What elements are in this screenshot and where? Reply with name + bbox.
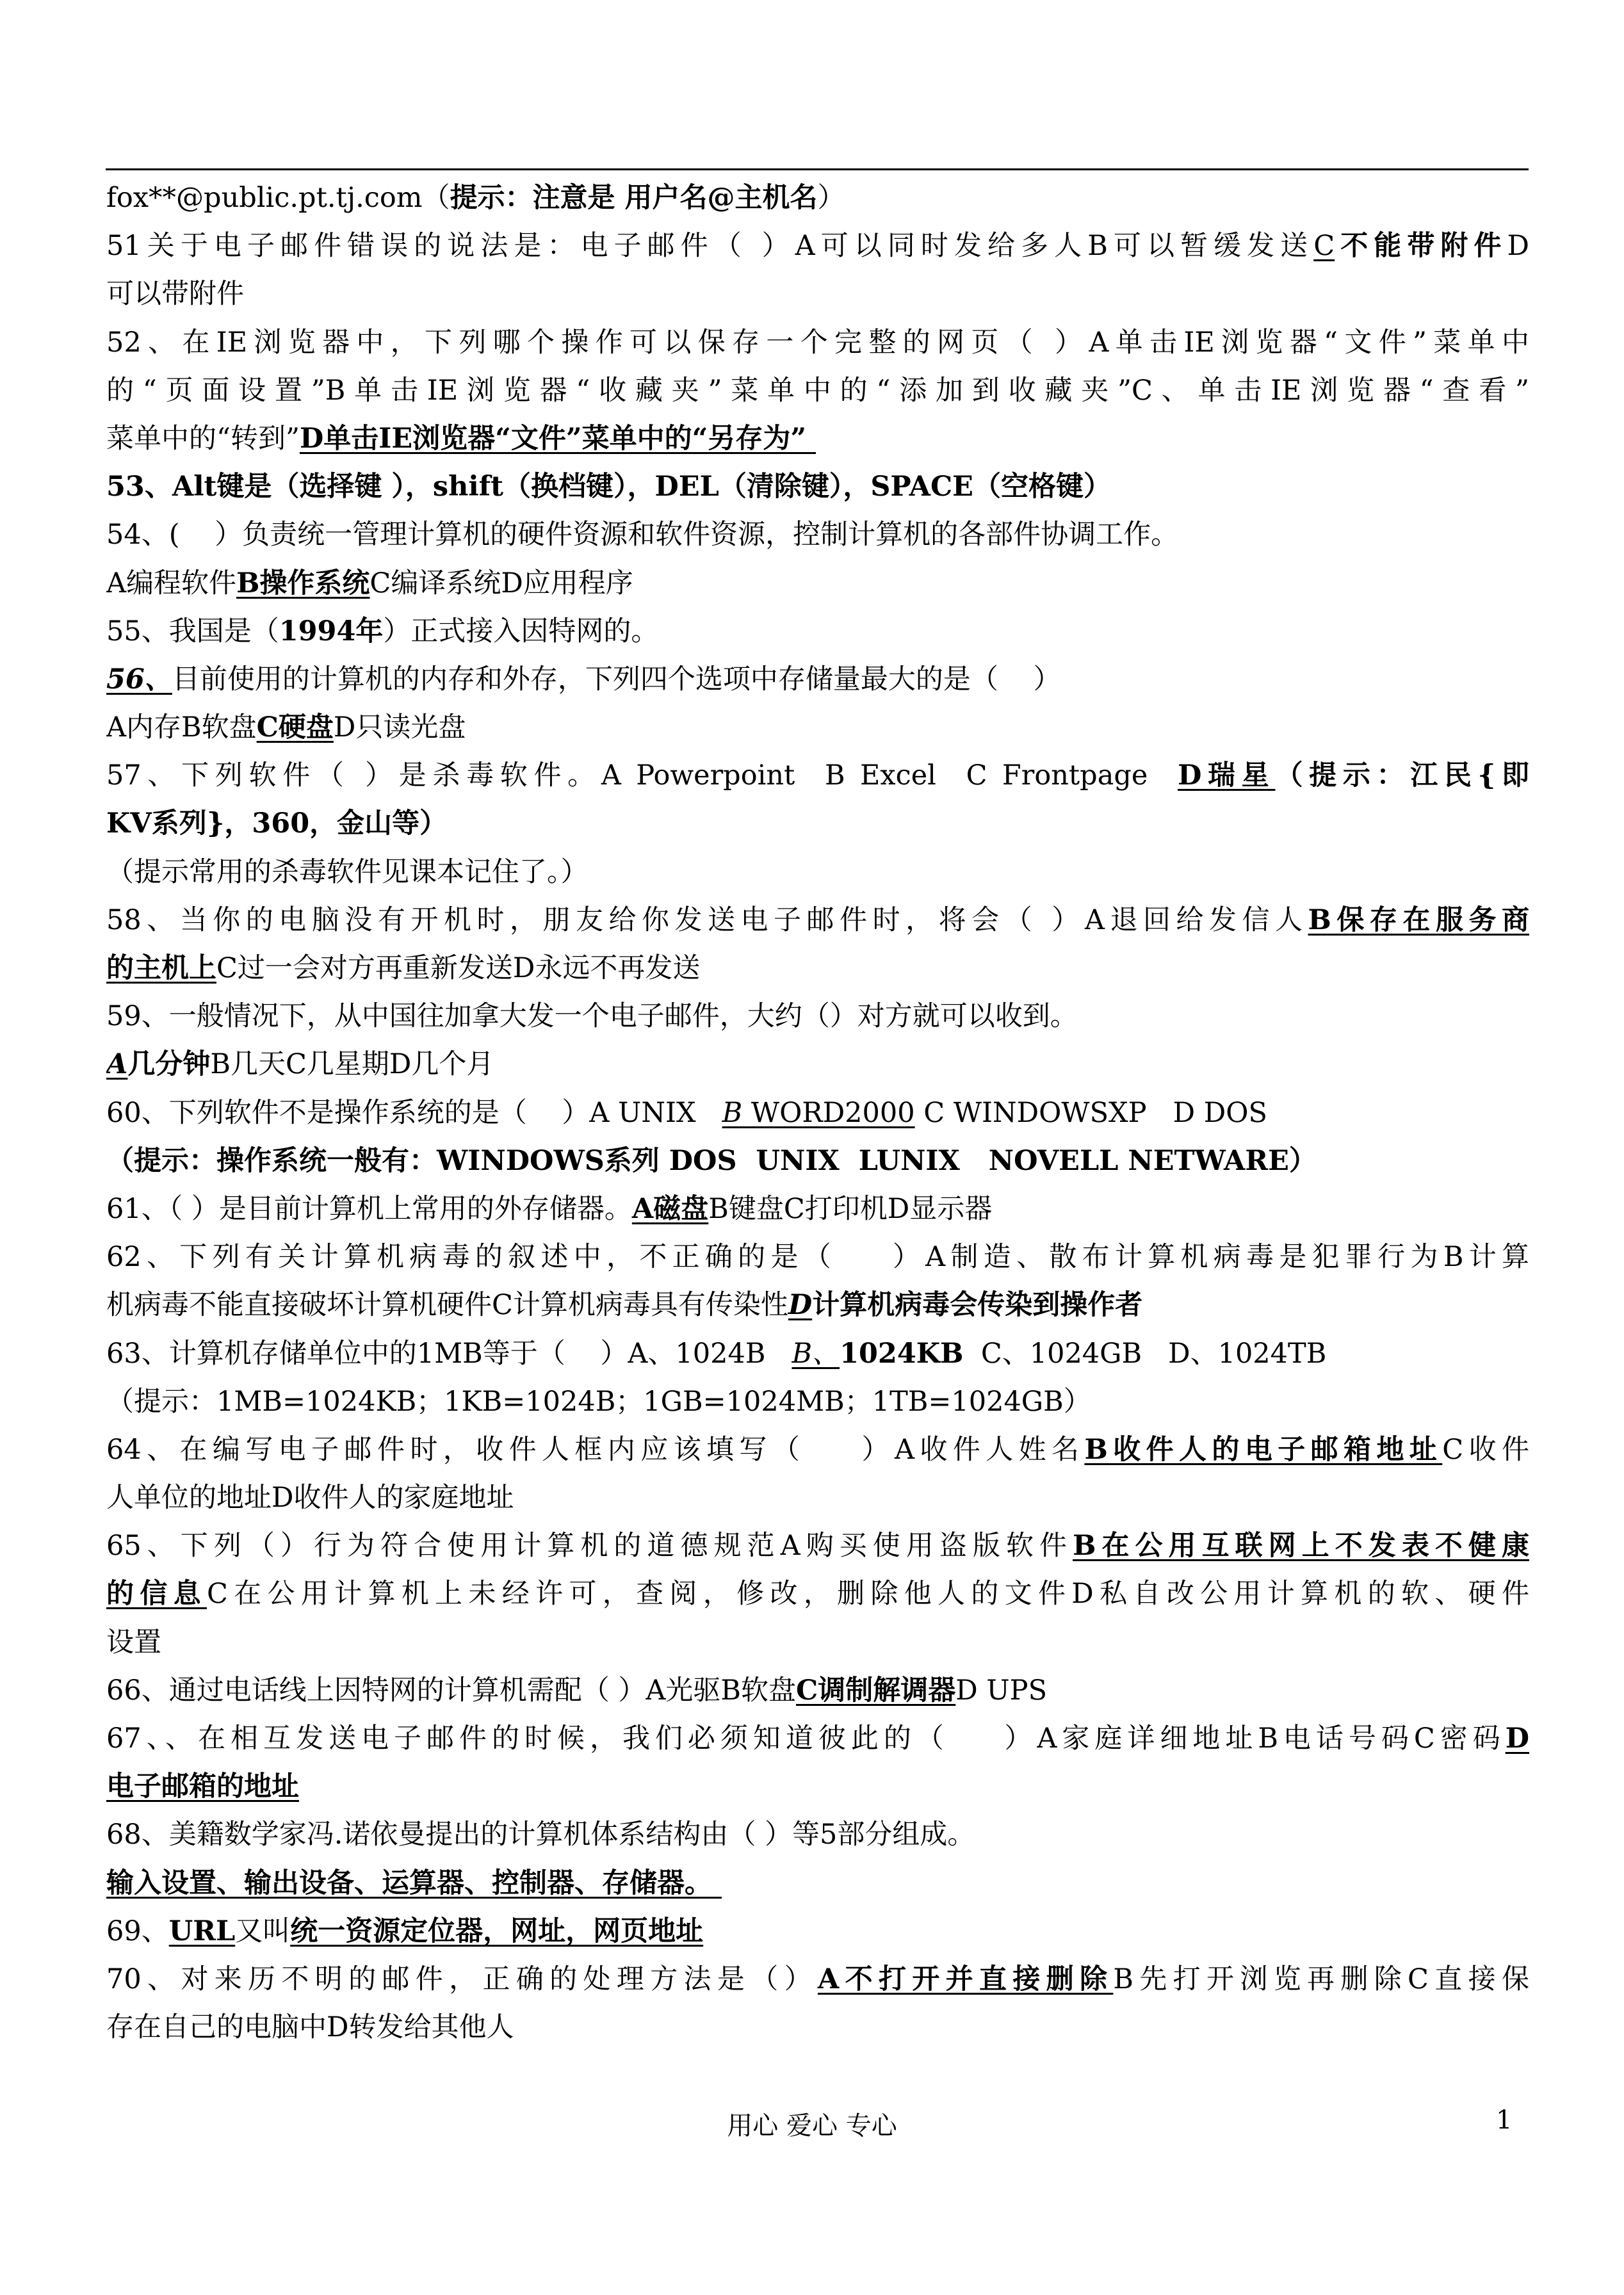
text-line (106, 704, 1529, 752)
text-run: C、1024GB D、1024TB (963, 1337, 1327, 1370)
text-run: C收件 (1442, 1433, 1529, 1466)
text-line (106, 1185, 1529, 1233)
answer-text: 几分钟 (127, 1048, 211, 1081)
text-run: 64、在编写电子邮件时，收件人框内应该填写（ ）A收件人姓名 (106, 1433, 1085, 1466)
text-line (106, 1763, 1529, 1811)
answer-text: （提示：江民{即 (1275, 759, 1529, 792)
text-line (106, 1908, 1529, 1956)
text-line (106, 1667, 1529, 1715)
answer-text: B操作系统 (236, 567, 370, 599)
text-run: B、 (792, 1337, 840, 1370)
answer-text: 56、 (106, 663, 172, 695)
answer-text: 统一资源定位器，网址，网页地址 (290, 1915, 704, 1947)
text-line (106, 1860, 1529, 1908)
text-run: C WINDOWSXP D DOS (914, 1096, 1267, 1129)
text-run: 目前使用的计算机的内存和外存，下列四个选项中存储量最大的是（ ） (172, 663, 1061, 695)
answer-text: A磁盘 (631, 1192, 709, 1225)
text-line (106, 1378, 1529, 1426)
text-run: B键盘C打印机D显示器 (708, 1192, 993, 1225)
text-line (106, 1233, 1529, 1281)
text-run: C (1313, 230, 1335, 263)
answer-text: 计算机病毒会传染到操作者 (812, 1289, 1143, 1322)
document-body (106, 174, 1529, 2052)
answer-text: D单击IE浏览器“文件”菜单中的“另存为” (299, 422, 816, 455)
text-line (106, 560, 1529, 608)
text-run: C编译系统D应用程序 (369, 567, 633, 599)
answer-text: 的主机上 (106, 952, 216, 984)
answer-text: C硬盘 (256, 711, 334, 744)
text-run: 66、通过电话线上因特网的计算机需配（ ）A光驱B软盘 (106, 1674, 797, 1707)
text-run: D只读光盘 (333, 711, 466, 744)
text-run: 又叫 (235, 1915, 291, 1947)
text-line (106, 2004, 1529, 2052)
answer-text: 输入设置、输出设备、运算器、控制器、存储器。 (106, 1867, 722, 1899)
text-run: A内存B软盘 (106, 711, 257, 744)
text-run: 51关于电子邮件错误的说法是：电子邮件（ ）A可以同时发给多人B可以暂缓发送 (106, 230, 1314, 263)
text-run: A编程软件 (106, 567, 237, 599)
text-line (106, 752, 1529, 800)
text-run: 62、下列有关计算机病毒的叙述中，不正确的是（ ）A制造、散布计算机病毒是犯罪行为B计算 (106, 1241, 1529, 1274)
text-run: （提示：1MB=1024KB；1KB=1024B；1GB=1024MB；1TB=1024GB） (106, 1385, 1091, 1418)
text-run: 57、下列软件（ ）是杀毒软件。A Powerpoint B Excel C Frontpage (106, 759, 1178, 792)
text-run: 存在自己的电脑中D转发给其他人 (106, 2011, 514, 2044)
text-run: D UPS (955, 1674, 1048, 1707)
text-run: B几天C几星期D几个月 (210, 1048, 494, 1081)
text-line (106, 800, 1529, 848)
text-run: 人单位的地址D收件人的家庭地址 (106, 1482, 514, 1514)
text-run: ） (817, 182, 845, 214)
text-run: 63、计算机存储单位中的1MB等于（ ）A、1024B (106, 1337, 792, 1370)
text-line (106, 1089, 1529, 1137)
text-line (106, 1522, 1529, 1570)
text-run: fox**@public.pt.tj.com（ (106, 182, 450, 214)
text-line (106, 656, 1529, 704)
text-line (106, 1426, 1529, 1474)
text-run: WORD2000 (742, 1096, 915, 1129)
text-line (106, 319, 1529, 367)
text-run: 55、我国是（ (106, 615, 279, 647)
text-line (106, 1281, 1529, 1329)
text-run: B先打开浏览再删除C直接保 (1113, 1963, 1529, 1995)
text-line (106, 270, 1529, 318)
answer-text: A (106, 1048, 128, 1081)
text-run: 可以带附件 (106, 278, 244, 311)
text-line (106, 993, 1529, 1041)
text-line (106, 896, 1529, 945)
answer-text: 电子邮箱的地址 (106, 1771, 299, 1803)
text-run: 54、( ）负责统一管理计算机的硬件资源和软件资源，控制计算机的各部件协调工作。 (106, 519, 1179, 551)
text-run: 58、当你的电脑没有开机时，朋友给你发送电子邮件时，将会（ ）A退回给发信人 (106, 904, 1308, 936)
text-run: 61、（ ）是目前计算机上常用的外存储器。 (106, 1192, 632, 1225)
answer-text: （提示：操作系统一般有：WINDOWS系列 DOS UNIX LUNIX NOVELL NETWARE） (106, 1144, 1317, 1177)
text-run: 设置 (106, 1626, 161, 1658)
text-line (106, 1330, 1529, 1378)
text-line (106, 415, 1529, 463)
answer-text: B在公用互联网上不发表不健康 (1073, 1530, 1529, 1562)
text-run: 69、 (106, 1915, 169, 1947)
text-run: 52、在IE浏览器中，下列哪个操作可以保存一个完整的网页（ ）A单击IE浏览器“文件”菜单中 (106, 326, 1529, 359)
text-run: D (1507, 230, 1529, 263)
text-run: C在公用计算机上未经许可，查阅，修改，删除他人的文件D私自改公用计算机的软、硬件 (206, 1578, 1529, 1610)
text-line (106, 1956, 1529, 2004)
text-line (106, 1715, 1529, 1763)
text-line (106, 222, 1529, 270)
answer-text: B保存在服务商 (1308, 904, 1529, 936)
answer-text: URL (168, 1915, 236, 1947)
text-line (106, 1041, 1529, 1089)
page-number: 1 (1496, 2105, 1513, 2135)
answer-text: 的信息 (106, 1578, 207, 1610)
text-run: C过一会对方再重新发送D永远不再发送 (216, 952, 701, 984)
text-line (106, 174, 1529, 222)
text-line (106, 463, 1529, 511)
answer-text: D (788, 1289, 813, 1322)
answer-text: KV系列}，360，金山等） (106, 807, 448, 840)
answer-text: A不打开并直接删除 (817, 1963, 1114, 1995)
text-line (106, 1619, 1529, 1667)
text-run: 菜单中的“转到” (106, 422, 300, 455)
header-rule (106, 168, 1529, 170)
text-line (106, 608, 1529, 656)
text-run: 的“页面设置”B单击IE浏览器“收藏夹”菜单中的“添加到收藏夹”C、单击IE浏览器“查看” (106, 374, 1529, 407)
text-line (106, 848, 1529, 896)
answer-text: D (1505, 1723, 1529, 1755)
text-run: 67、、在相互发送电子邮件的时候，我们必须知道彼此的（ ）A家庭详细地址B电话号码C密码 (106, 1723, 1506, 1755)
text-run: 59、一般情况下，从中国往加拿大发一个电子邮件，大约（）对方就可以收到。 (106, 1000, 1078, 1033)
text-run: B (722, 1096, 743, 1129)
text-run: 60、下列软件不是操作系统的是（ ）A UNIX (106, 1096, 722, 1129)
answer-text: C调制解调器 (796, 1674, 956, 1707)
text-run: （提示常用的杀毒软件见课本记住了。） (106, 856, 589, 888)
answer-text: 1994年 (279, 615, 384, 647)
answer-text: 1024KB (840, 1337, 964, 1370)
text-line (106, 367, 1529, 415)
text-line (106, 1474, 1529, 1522)
text-run: 机病毒不能直接破坏计算机硬件C计算机病毒具有传染性 (106, 1289, 788, 1322)
footer-motto: 用心 爱心 专心 (727, 2111, 897, 2141)
answer-text: B收件人的电子邮箱地址 (1084, 1433, 1443, 1466)
text-run: ）正式接入因特网的。 (383, 615, 659, 647)
answer-text: 不能带附件 (1335, 230, 1507, 263)
text-line (106, 511, 1529, 559)
text-line (106, 945, 1529, 993)
text-line (106, 1137, 1529, 1185)
answer-text: 53、Alt键是（选择键 ），shift（换档键），DEL（清除键），SPACE（空格键） (106, 471, 1111, 503)
text-run: 65、下列（）行为符合使用计算机的道德规范A购买使用盗版软件 (106, 1530, 1073, 1562)
answer-text: 提示：注意是 用户名@主机名 (450, 182, 818, 214)
text-line (106, 1811, 1529, 1859)
answer-text: D瑞星 (1178, 759, 1276, 792)
text-line (106, 1570, 1529, 1618)
text-run: 68、美籍数学家冯.诺依曼提出的计算机体系结构由（ ）等5部分组成。 (106, 1819, 975, 1851)
text-run: 70、对来历不明的邮件，正确的处理方法是（） (106, 1963, 818, 1995)
